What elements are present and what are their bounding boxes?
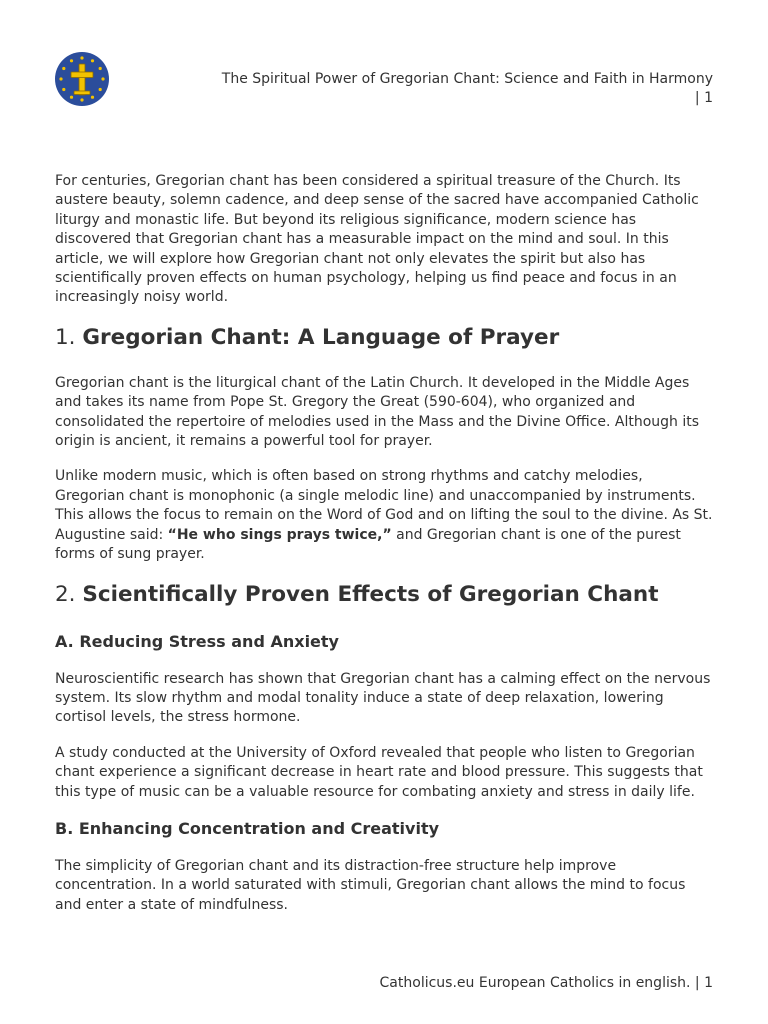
section-1-paragraph-1: Gregorian chant is the liturgical chant of the Latin Church. It developed in the Middle Ages and takes its name from Pope St. Gregory the Great (590-604), who organized and consolidated the repertoire of melodies used in the Mass and the Divine Office. Although its origin is ancient, it remains a powerful tool for prayer. xyxy=(55,374,700,450)
paragraph-text: Unlike modern music, which is often based on strong rhythms and catchy melodies, Gregorian chant is monophonic (a single melodic line) and unaccompanied by instruments. This allows the focus to remain on the Word of God and on lifting the soul to the divine. As St. Augustine said: xyxy=(55,468,713,543)
document-title: The Spiritual Power of Gregorian Chant: Science and Faith in Harmony xyxy=(221,71,713,87)
section-1-heading xyxy=(55,324,715,352)
running-header xyxy=(173,70,713,108)
section-1-number: 1. xyxy=(55,324,76,350)
section-1-paragraph-2 xyxy=(55,467,715,564)
page-footer: Catholicus.eu European Catholics in english. | 1 xyxy=(379,975,713,991)
subsection-a-paragraph-2: A study conducted at the University of Oxford revealed that people who listen to Gregorian chant experience a significant decrease in heart rate and blood pressure. This suggests that this type of music can be a valuable resource for combating anxiety and stress in daily life. xyxy=(55,744,703,800)
augustine-quote: “He who sings prays twice,” xyxy=(167,526,392,543)
section-1-title: Gregorian Chant: A Language of Prayer xyxy=(82,324,560,350)
subsection-a-paragraph-1: Neuroscientific research has shown that Gregorian chant has a calming effect on the nervous system. Its slow rhythm and modal tonality induce a state of deep relaxation, lowering cortisol levels, the stress hormone. xyxy=(55,670,711,726)
paragraph-text: and Gregorian chant is one of the purest forms of sung prayer. xyxy=(55,526,681,563)
intro-paragraph: For centuries, Gregorian chant has been considered a spiritual treasure of the Church. Its austere beauty, solemn cadence, and deep sense of the sacred have accompanied Catholic liturgy and monastic life. But beyond its religious significance, modern science has discovered that Gregorian chant has a measurable impact on the mind and soul. In this article, we will explore how Gregorian chant not only elevates the spirit but also has scientifically proven effects on human psychology, helping us find peace and focus in an increasingly noisy world. xyxy=(55,173,699,306)
section-2-heading xyxy=(55,581,715,609)
subsection-a-heading: A. Reducing Stress and Anxiety xyxy=(55,631,339,651)
section-2-title: Scientifically Proven Effects of Gregorian Chant xyxy=(82,581,659,607)
subsection-b-heading: B. Enhancing Concentration and Creativity xyxy=(55,818,440,838)
page-marker: | 1 xyxy=(694,90,713,106)
cross-logo-icon xyxy=(54,51,110,107)
article-body xyxy=(55,172,715,931)
section-2-number: 2. xyxy=(55,581,76,607)
subsection-b-paragraph-1: The simplicity of Gregorian chant and its distraction-free structure help improve concentration. In a world saturated with stimuli, Gregorian chant allows the mind to focus and enter a state of mindfulness. xyxy=(55,857,686,913)
